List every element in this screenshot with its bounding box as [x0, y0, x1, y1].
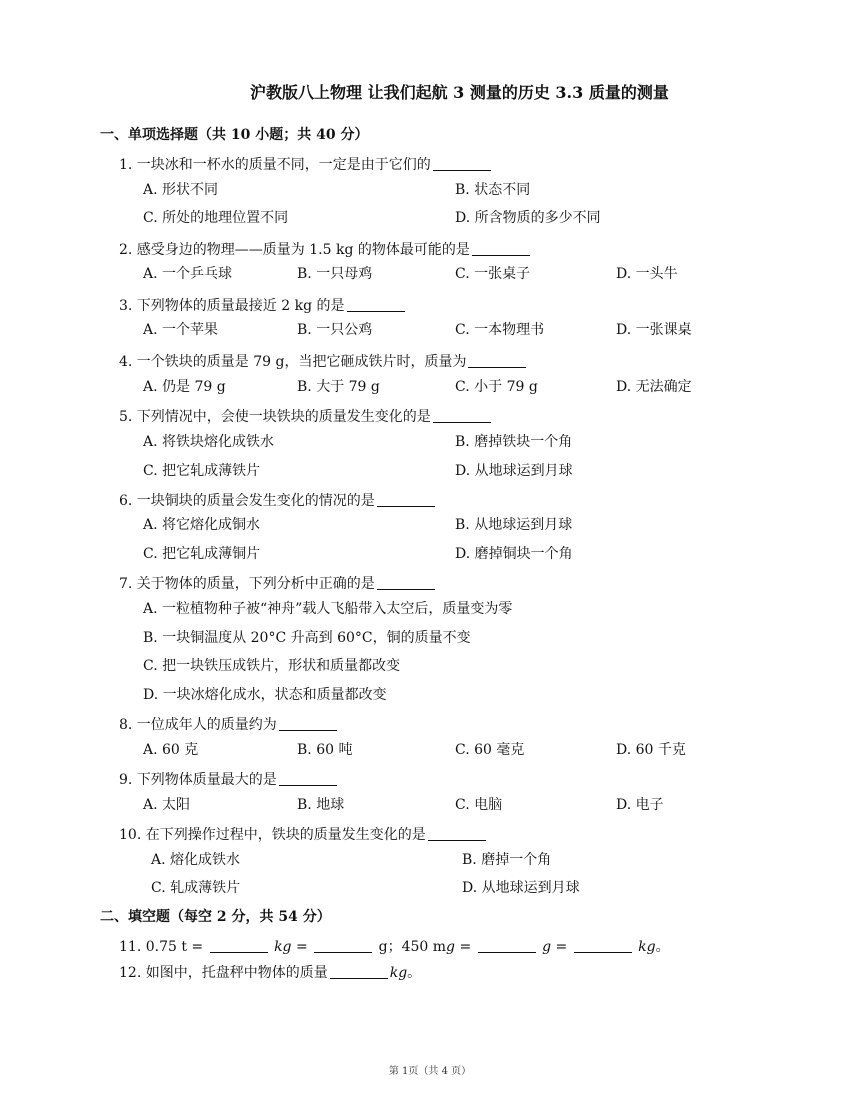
period: 。: [655, 939, 670, 955]
question-7: [119, 573, 437, 593]
option-b: B. 从地球运到月球: [455, 517, 573, 533]
question-5: [119, 406, 493, 426]
option-d: D. 从地球运到月球: [455, 463, 573, 479]
unit-label: kg: [638, 939, 656, 955]
question-stem: 4. 一个铁块的质量是 79 g，当把它砸成铁片时，质量为: [119, 354, 467, 370]
option-b: B. 状态不同: [455, 182, 531, 198]
question-stem: 8. 一位成年人的质量约为: [119, 717, 277, 733]
option-a: A. 熔化成铁水: [151, 852, 241, 868]
option-a: A. 形状不同: [143, 182, 219, 198]
option-c: C. 小于 79 g: [455, 379, 538, 395]
question-stem: 6. 一块铜块的质量会发生变化的情况的是: [119, 493, 375, 509]
answer-blank: [574, 938, 632, 953]
option-d: D. 一头牛: [616, 266, 678, 282]
option-c: C. 60 毫克: [455, 742, 525, 758]
question-12: [119, 962, 421, 982]
unit-label: kg: [389, 965, 408, 981]
answer-blank: [347, 297, 405, 312]
answer-blank: [433, 408, 491, 423]
question-number: 11.: [119, 939, 142, 955]
unit-label: g: [542, 939, 552, 955]
option-a: A. 将它熔化成铜水: [143, 517, 261, 533]
answer-blank: [330, 964, 388, 979]
option-a: A. 将铁块熔化成铁水: [143, 434, 275, 450]
equals-sign: =: [459, 939, 472, 955]
option-c: C. 一张桌子: [455, 266, 531, 282]
equals-sign: =: [295, 939, 308, 955]
option-b: B. 大于 79 g: [297, 379, 380, 395]
question-stem: 10. 在下列操作过程中，铁块的质量发生变化的是: [119, 827, 426, 843]
answer-blank: [468, 353, 526, 368]
option-d: D. 60 千克: [616, 742, 686, 758]
option-c: C. 所处的地理位置不同: [143, 210, 289, 226]
option-b: B. 一块铜温度从 20°C 升高到 60°C，铜的质量不变: [143, 630, 471, 646]
question-6: [119, 490, 437, 510]
option-b: B. 一只公鸡: [297, 322, 373, 338]
question-2: [119, 239, 532, 259]
question-stem: 1. 一块冰和一杯水的质量不同，一定是由于它们的: [119, 157, 431, 173]
question-stem: 7. 关于物体的质量，下列分析中正确的是: [119, 576, 375, 592]
answer-blank: [314, 938, 372, 953]
question-4: [119, 351, 528, 371]
option-d: D. 一块冰熔化成水，状态和质量都改变: [143, 687, 387, 703]
option-a: A. 仍是 79 g: [143, 379, 226, 395]
option-a: A. 一个乒乓球: [143, 266, 233, 282]
section-heading-fill: 二、填空题（每空 2 分，共 54 分）: [100, 909, 331, 925]
option-c: C. 电脑: [455, 797, 503, 813]
answer-blank: [472, 241, 530, 256]
option-b: B. 磨掉一个角: [462, 852, 552, 868]
question-3: [119, 295, 407, 315]
section-heading-choice: 一、单项选择题（共 10 小题；共 40 分）: [100, 127, 369, 143]
question-stem: 5. 下列情况中，会使一块铁块的质量发生变化的是: [119, 409, 431, 425]
question-stem: 3. 下列物体的质量最接近 2 kg 的是: [119, 298, 345, 314]
answer-blank: [377, 492, 435, 507]
option-d: D. 电子: [616, 797, 664, 813]
unit-label: kg: [274, 939, 292, 955]
answer-blank: [279, 771, 337, 786]
question-1: [119, 154, 493, 174]
period: 。: [407, 965, 422, 981]
option-c: C. 一本物理书: [455, 322, 545, 338]
option-c: C. 轧成薄铁片: [151, 880, 241, 896]
answer-blank: [478, 938, 536, 953]
question-stem: 2. 感受身边的物理——质量为 1.5 kg 的物体最可能的是: [119, 242, 470, 258]
option-b: B. 磨掉铁块一个角: [455, 434, 573, 450]
option-c: C. 把它轧成薄铁片: [143, 463, 261, 479]
option-b: B. 一只母鸡: [297, 266, 373, 282]
option-b: B. 60 吨: [297, 742, 353, 758]
fill-text: g；450 m: [378, 939, 447, 955]
option-a: A. 60 克: [143, 742, 199, 758]
option-d: D. 无法确定: [616, 379, 692, 395]
option-d: D. 一张课桌: [616, 322, 692, 338]
answer-blank: [279, 716, 337, 731]
option-a: A. 一粒植物种子被“神舟”载人飞船带入太空后，质量变为零: [143, 601, 513, 617]
option-d: D. 所含物质的多少不同: [455, 210, 601, 226]
option-a: A. 太阳: [143, 797, 191, 813]
option-c: C. 把它轧成薄铜片: [143, 546, 261, 562]
page-title: 沪教版八上物理 让我们起航 3 测量的历史 3.3 质量的测量: [250, 83, 669, 102]
option-d: D. 从地球运到月球: [462, 880, 580, 896]
question-11: [119, 936, 670, 956]
page-footer: 第 1页（共 4 页）: [388, 1066, 472, 1077]
unit-label: g: [446, 939, 455, 955]
option-a: A. 一个苹果: [143, 322, 219, 338]
option-b: B. 地球: [297, 797, 345, 813]
question-stem: 12. 如图中，托盘秤中物体的质量: [119, 965, 328, 981]
answer-blank: [428, 826, 486, 841]
fill-text: 0.75 t =: [145, 939, 204, 955]
answer-blank: [433, 156, 491, 171]
question-10: [119, 824, 488, 844]
equals-sign: =: [555, 939, 568, 955]
option-d: D. 磨掉铜块一个角: [455, 546, 573, 562]
answer-blank: [210, 938, 268, 953]
question-stem: 9. 下列物体质量最大的是: [119, 772, 277, 788]
option-c: C. 把一块铁压成铁片，形状和质量都改变: [143, 658, 401, 674]
question-9: [119, 769, 339, 789]
question-8: [119, 714, 339, 734]
answer-blank: [377, 575, 435, 590]
